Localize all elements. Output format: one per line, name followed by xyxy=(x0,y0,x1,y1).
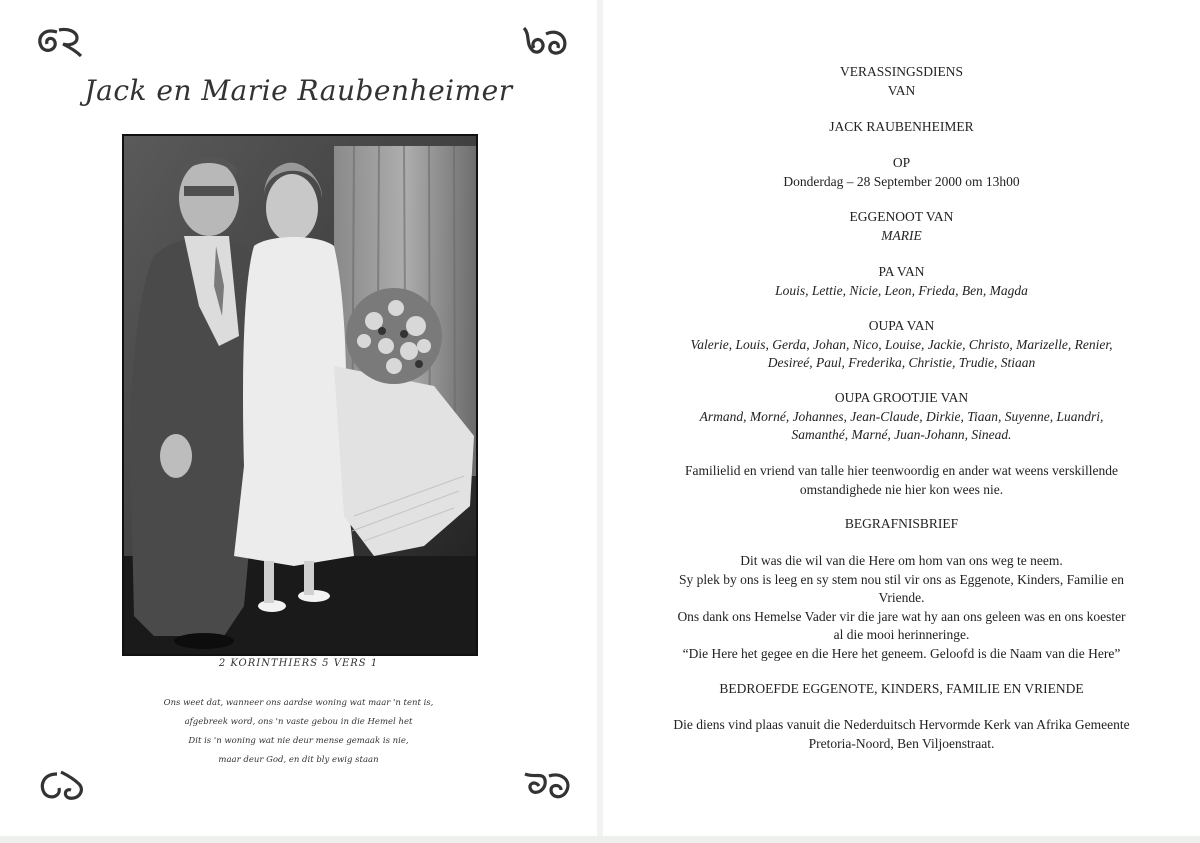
letter-line: Dit was die wil van die Here om hom van ons weg te neem. xyxy=(740,553,1063,568)
service-heading xyxy=(603,63,1200,100)
children-section xyxy=(603,263,1200,300)
service-title-van: VAN xyxy=(887,82,916,98)
verse-line: Ons weet dat, wanneer ons aardse woning wat maar 'n tent is, xyxy=(163,698,434,708)
scan-bottom-edge xyxy=(0,836,1200,843)
great-grandchildren-line: Armand, Morné, Johannes, Jean-Claude, Dirkie, Tiaan, Suyenne, Luandri, xyxy=(699,408,1104,424)
date-line: Donderdag – 28 September 2000 om 13h00 xyxy=(783,173,1020,189)
letter-label: BEGRAFNISBRIEF xyxy=(844,516,959,531)
children-label: PA VAN xyxy=(878,264,925,279)
grandchildren-line: Desireé, Paul, Frederika, Christie, Trudie, Stiaan xyxy=(767,355,1036,370)
venue-line: Die diens vind plaas vanuit die Nederduitsch Hervormde Kerk van Afrika Gemeente xyxy=(673,717,1130,732)
page-title: Jack en Marie Raubenheimer xyxy=(84,74,513,107)
corner-flourish-icon xyxy=(518,24,570,60)
corner-flourish-icon xyxy=(33,24,85,60)
verse-text xyxy=(0,694,597,770)
couple-photograph xyxy=(122,134,478,656)
spouse-name: MARIE xyxy=(881,227,922,243)
family-section xyxy=(603,462,1200,499)
children-names: Louis, Lettie, Nicie, Leon, Frieda, Ben, Magda xyxy=(775,282,1028,298)
grandchildren-label: OUPA VAN xyxy=(868,318,935,333)
right-page xyxy=(603,0,1200,843)
service-date xyxy=(603,154,1200,191)
mourners-line: BEDROEFDE EGGENOTE, KINDERS, FAMILIE EN VRIENDE xyxy=(719,681,1084,696)
letter-line: Vriende. xyxy=(878,590,925,605)
spouse-section xyxy=(603,208,1200,245)
venue-line: Pretoria-Noord, Ben Viljoenstraat. xyxy=(808,735,995,751)
family-line: Familielid en vriend van talle hier teenwoordig en ander wat weens verskillende xyxy=(685,463,1118,478)
great-grandchildren-label: OUPA GROOTJIE VAN xyxy=(834,390,969,405)
left-page xyxy=(0,0,597,843)
service-title: VERASSINGSDIENS xyxy=(839,64,964,79)
letter-text xyxy=(603,552,1200,663)
grandchildren-line: Valerie, Louis, Gerda, Johan, Nico, Louise, Jackie, Christo, Marizelle, Renier, xyxy=(690,336,1113,352)
verse-line: Dit is 'n woning wat nie deur mense gemaak is nie, xyxy=(188,736,409,746)
great-grandchildren-line: Samanthé, Marné, Juan-Johann, Sinead. xyxy=(791,427,1012,442)
deceased-name: JACK RAUBENHEIMER xyxy=(829,119,974,134)
venue-section xyxy=(603,716,1200,753)
corner-flourish-icon xyxy=(521,768,573,804)
letter-line: Sy plek by ons is leeg en sy stem nou stil vir ons as Eggenote, Kinders, Familie en xyxy=(678,571,1125,587)
letter-line: al die mooi herinneringe. xyxy=(833,627,970,642)
verse-line: afgebreek word, ons 'n vaste gebou in die Hemel het xyxy=(184,717,413,727)
grandchildren-section xyxy=(603,317,1200,373)
letter-line: “Die Here het gegee en die Here het geneem. Geloofd is die Naam van die Here” xyxy=(682,645,1121,661)
letter-line: Ons dank ons Hemelse Vader vir die jare wat hy aan ons geleen was en ons koester xyxy=(677,608,1126,624)
verse-reference: 2 KORINTHIERS 5 VERS 1 xyxy=(218,658,379,669)
verse-line: maar deur God, en dit bly ewig staan xyxy=(218,755,379,765)
family-line: omstandighede nie hier kon wees nie. xyxy=(799,481,1004,497)
corner-flourish-icon xyxy=(35,768,87,804)
op-label: OP xyxy=(892,155,911,170)
spouse-label: EGGENOOT VAN xyxy=(849,209,954,224)
great-grandchildren-section xyxy=(603,389,1200,445)
